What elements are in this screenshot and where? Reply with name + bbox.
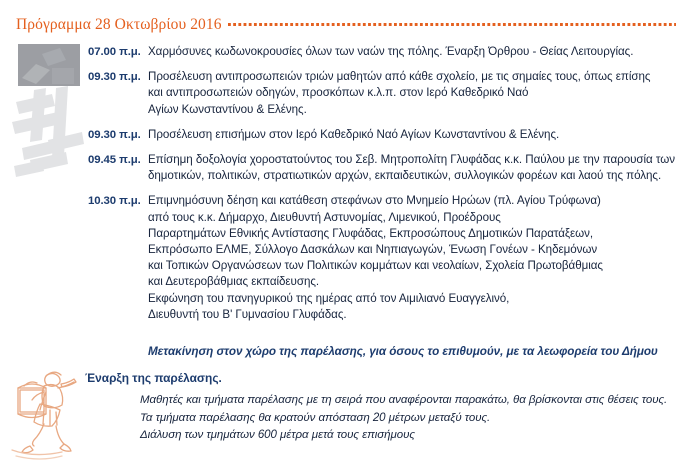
schedule-description-line: και Τοπικών Οργανώσεων των Πολιτικών κομμάτων και νεολαίων, Σχολεία Πρωτοβάθμιας <box>148 259 603 273</box>
schedule-row <box>0 127 700 143</box>
schedule-time: 09.30 π.μ. <box>88 128 141 141</box>
schedule-description-line: και Δευτεροβάθμιας εκπαίδευσης. <box>148 275 320 289</box>
schedule-description-line: Εκπρόσωπο ΕΛΜΕ, Σύλλογο Δασκάλων και Νηπιαγωγών, Ένωση Γονέων - Κηδεμόνων <box>148 243 598 257</box>
schedule-description <box>148 44 633 60</box>
schedule-time: 10.30 π.μ. <box>88 195 141 208</box>
schedule-description-line: Εκφώνηση του πανηγυρικού της ημέρας από τον Αιμιλιανό Ευαγγελινό, <box>148 291 510 305</box>
schedule-row <box>0 69 700 118</box>
parade-note-line: Μαθητές και τμήματα παρέλασης με τη σειρά που αναφέρονται παρακάτω, θα βρίσκονται στις θέσεις τους. <box>140 394 668 406</box>
document-title-row <box>16 16 676 36</box>
schedule-description-line: Διευθυντή του Β' Γυμνασίου Γλυφάδας. <box>148 307 347 321</box>
schedule-description-line: Επίσημη δοξολογία χοροστατούντος του Σεβ. Μητροπολίτη Γλυφάδας κ.κ. Παύλου με την παρουσία των <box>148 153 675 167</box>
transport-note: Μετακίνηση στον χώρο της παρέλασης, για όσους το επιθυμούν, με τα λεωφορεία του Δήμου <box>148 345 658 358</box>
parade-note-line: Διάλυση των τμημάτων 600 μέτρα μετά τους επισήμους <box>140 429 415 441</box>
schedule-time: 09.30 π.μ. <box>88 71 141 84</box>
schedule-description <box>148 152 675 184</box>
schedule-description-line: Επιμνημόσυνη δέηση και κατάθεση στεφάνων στο Μνημείο Ηρώων (πλ. Αγίου Τρύφωνα) <box>148 194 601 208</box>
schedule-description <box>148 127 559 143</box>
schedule-description-line: Προσέλευση αντιπροσωπειών τριών μαθητών από κάθε σχολείο, με τις σημαίες τους, όπως επίσης <box>148 70 651 84</box>
drummer-figure-illustration-icon <box>6 366 78 464</box>
schedule-row <box>0 193 700 323</box>
schedule-time: 09.45 π.μ. <box>88 154 141 167</box>
schedule-description <box>148 193 603 323</box>
schedule-description-line: από τους κ.κ. Δήμαρχο, Διευθυντή Αστυνομίας, Λιμενικού, Προέδρους <box>148 210 501 224</box>
schedule-description <box>148 69 650 118</box>
dotted-leader-line <box>228 17 676 28</box>
schedule-time: 07.00 π.μ. <box>88 46 141 58</box>
schedule-description-line: και αντιπροσωπειών οδηγών, προσκόπων κ.λ.π. στον Ιερό Καθεδρικό Ναό <box>148 86 529 100</box>
parade-note-line: Τα τμήματα παρέλασης θα κρατούν απόσταση 20 μέτρων μεταξύ τους. <box>140 411 491 424</box>
page-title: Πρόγραμμα 28 Οκτωβρίου 2016 <box>16 16 222 33</box>
parade-notes <box>140 392 667 445</box>
parade-start-heading: Έναρξη της παρέλασης. <box>85 371 222 385</box>
schedule-row <box>0 152 700 184</box>
schedule-description-line: δημοτικών, πολιτικών, στρατιωτικών αρχών, εκπαιδευτικών, συλλογικών φορέων και λαού της πόλης. <box>148 169 662 183</box>
schedule-list <box>0 44 700 332</box>
schedule-description-line: Αγίων Κωνσταντίνου & Ελένης. <box>148 102 307 116</box>
schedule-description-line: Χαρμόσυνες κωδωνοκρουσίες όλων των ναών της πόλης. Έναρξη Όρθρου - Θείας Λειτουργίας. <box>148 45 634 58</box>
schedule-description-line: Προσέλευση επισήμων στον Ιερό Καθεδρικό Ναό Αγίων Κωνσταντίνου & Ελένης. <box>148 127 560 141</box>
schedule-row <box>0 44 700 60</box>
schedule-description-line: Παραρτημάτων Εθνικής Αντίστασης Γλυφάδας, Εκπροσώπους Δημοτικών Παρατάξεων, <box>148 226 594 240</box>
